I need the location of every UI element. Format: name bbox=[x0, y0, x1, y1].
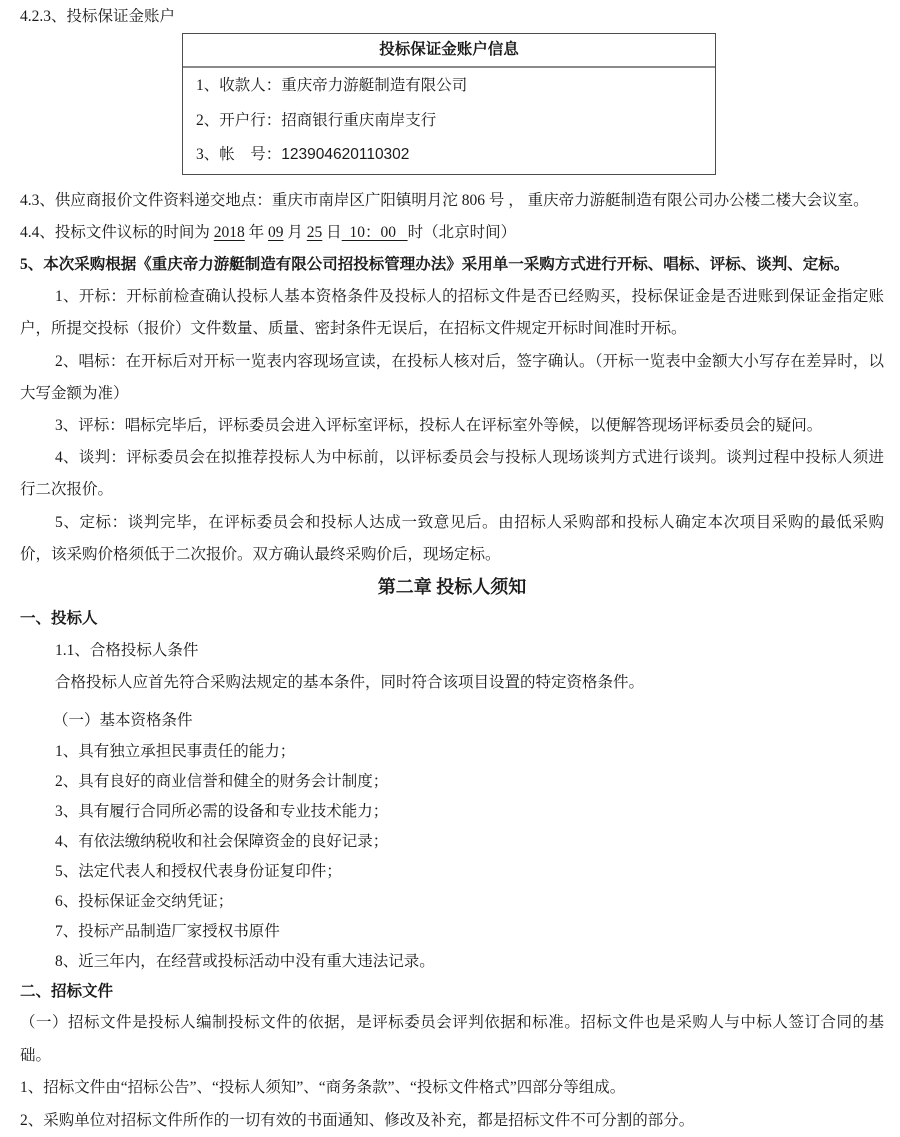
p44-prefix: 4.4、投标文件议标的时间为 bbox=[20, 223, 214, 241]
p44-time-underlined: 10：00 bbox=[341, 223, 408, 241]
deposit-payee-row: 1、收款人：重庆帝力游艇制造有限公司 bbox=[196, 77, 468, 94]
p44-day-underlined: 25 bbox=[306, 223, 323, 241]
qualification-item: 1、具有独立承担民事责任的能力； bbox=[55, 743, 296, 761]
heading-4-2-3: 4.2.3、投标保证金账户 bbox=[20, 8, 176, 25]
deposit-table-body bbox=[183, 68, 715, 174]
step-read-bid: 2、唱标：在开标后对开标一览表内容现场宣读，在投标人核对后，签字确认。（开标一览表中金额大小写存在差异时，以大写金额为准） bbox=[20, 352, 884, 402]
deposit-table-title: 投标保证金账户信息 bbox=[183, 34, 715, 68]
paragraph-4-4 bbox=[20, 217, 884, 249]
qualification-item: 6、投标保证金交纳凭证； bbox=[55, 893, 234, 911]
section1-heading: 一、投标人 bbox=[20, 609, 98, 627]
section1-1-intro: 合格投标人应首先符合采购法规定的基本条件，同时符合该项目设置的特定资格条件。 bbox=[55, 674, 645, 692]
deposit-account-label: 3、帐 号： bbox=[196, 146, 282, 163]
p44-day-unit: 日 bbox=[322, 223, 342, 241]
qualification-item: 3、具有履行合同所必需的设备和专业技术能力； bbox=[55, 803, 389, 821]
basic-qualification-heading: （一）基本资格条件 bbox=[53, 712, 193, 730]
section2-paragraph-2: 1、招标文件由“招标公告”、“投标人须知”、“商务条款”、“投标文件格式”四部分等组成。 bbox=[20, 1079, 626, 1097]
p44-year-unit: 年 bbox=[244, 223, 269, 241]
section2-heading: 二、招标文件 bbox=[20, 983, 114, 1001]
qualification-item: 7、投标产品制造厂家授权书原件 bbox=[55, 923, 280, 941]
qualification-item: 5、法定代表人和授权代表身份证复印件； bbox=[55, 863, 342, 881]
deposit-account-table bbox=[182, 33, 716, 175]
p44-suffix: 时（北京时间） bbox=[407, 223, 517, 241]
section2-paragraph-1: （一）招标文件是投标人编制投标文件的依据，是评标委员会评判依据和标准。招标文件也是采购人与中标人签订合同的基础。 bbox=[20, 1014, 884, 1064]
section2-paragraph-3: 2、采购单位对招标文件所作的一切有效的书面通知、修改及补充，都是招标文件不可分割的部分。 bbox=[20, 1111, 695, 1129]
deposit-account-row bbox=[196, 138, 709, 173]
deposit-account-number: 123904620110302 bbox=[281, 146, 410, 163]
qualification-item: 8、近三年内，在经营或投标活动中没有重大违法记录。 bbox=[55, 953, 435, 971]
deposit-bank-row: 2、开户行：招商银行重庆南岸支行 bbox=[196, 111, 437, 129]
section1-1-heading: 1.1、合格投标人条件 bbox=[55, 641, 199, 659]
qualification-item: 4、有依法缴纳税收和社会保障资金的良好记录； bbox=[55, 833, 389, 851]
p44-year-underlined: 2018 bbox=[213, 223, 245, 241]
p44-month-unit: 月 bbox=[283, 223, 307, 241]
p44-month-underlined: 09 bbox=[268, 223, 284, 241]
step-award: 5、定标：谈判完毕，在评标委员会和投标人达成一致意见后。由招标人采购部和投标人确定本次项目采购的最低采购价，该采购价格须低于二次报价。双方确认最终采购价后，现场定标。 bbox=[20, 513, 884, 563]
qualification-item: 2、具有良好的商业信誉和健全的财务会计制度； bbox=[55, 773, 389, 791]
step-negotiate: 4、谈判：评标委员会在拟推荐投标人为中标前，以评标委员会与投标人现场谈判方式进行谈判。谈判过程中投标人须进行二次报价。 bbox=[20, 449, 884, 499]
step-open-bid: 1、开标：开标前检查确认投标人基本资格条件及投标人的招标文件是否已经购买，投标保证金是否进账到保证金指定账户，所提交投标（报价）文件数量、质量、密封条件无误后，在招标文件规定开标时间准时开标。 bbox=[20, 288, 884, 338]
chapter2-heading: 第二章 投标人须知 bbox=[377, 576, 527, 597]
paragraph-4-3: 4.3、供应商报价文件资料递交地点：重庆市南岸区广阳镇明月沱 806 号 ， 重庆帝力游艇制造有限公司办公楼二楼大会议室。 bbox=[20, 191, 869, 209]
step-evaluate-bid: 3、评标：唱标完毕后，评标委员会进入评标室评标，投标人在评标室外等候，以便解答现场评标委员会的疑问。 bbox=[55, 416, 823, 434]
paragraph-5-bold: 5、本次采购根据《重庆帝力游艇制造有限公司招投标管理办法》采用单一采购方式进行开标、唱标、评标、谈判、定标。 bbox=[20, 255, 850, 273]
